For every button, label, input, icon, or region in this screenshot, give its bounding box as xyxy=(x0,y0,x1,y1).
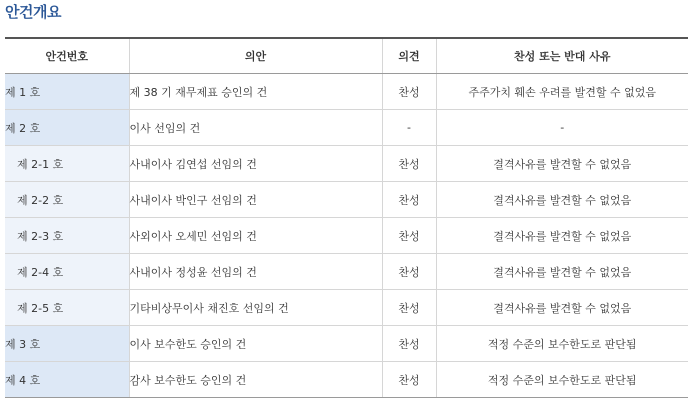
table-row xyxy=(5,146,688,182)
agenda-number: 제 2-3 호 xyxy=(5,218,129,254)
agenda-number: 제 2-5 호 xyxy=(5,290,129,326)
table-row xyxy=(5,362,688,398)
agenda-item: 이사 선임의 건 xyxy=(129,110,382,146)
header-item: 의안 xyxy=(129,38,382,74)
agenda-item: 사내이사 김연섭 선임의 건 xyxy=(129,146,382,182)
table-row xyxy=(5,326,688,362)
table-row xyxy=(5,218,688,254)
agenda-item: 감사 보수한도 승인의 건 xyxy=(129,362,382,398)
table-row xyxy=(5,182,688,218)
agenda-reason: 결격사유를 발견할 수 없었음 xyxy=(436,290,688,326)
agenda-number: 제 3 호 xyxy=(5,326,129,362)
agenda-opinion: 찬성 xyxy=(382,182,436,218)
agenda-table xyxy=(5,37,688,398)
agenda-item: 제 38 기 재무제표 승인의 건 xyxy=(129,74,382,110)
agenda-opinion: 찬성 xyxy=(382,254,436,290)
agenda-item: 이사 보수한도 승인의 건 xyxy=(129,326,382,362)
header-number: 안건번호 xyxy=(5,38,129,74)
agenda-reason: - xyxy=(436,110,688,146)
agenda-item: 사외이사 오세민 선임의 건 xyxy=(129,218,382,254)
agenda-reason: 결격사유를 발견할 수 없었음 xyxy=(436,218,688,254)
agenda-number: 제 2 호 xyxy=(5,110,129,146)
agenda-number: 제 2-4 호 xyxy=(5,254,129,290)
agenda-opinion: 찬성 xyxy=(382,326,436,362)
agenda-reason: 결격사유를 발견할 수 없었음 xyxy=(436,182,688,218)
table-row xyxy=(5,290,688,326)
agenda-reason: 결격사유를 발견할 수 없었음 xyxy=(436,146,688,182)
table-row xyxy=(5,254,688,290)
agenda-item: 사내이사 박인구 선임의 건 xyxy=(129,182,382,218)
agenda-opinion: 찬성 xyxy=(382,146,436,182)
agenda-opinion: 찬성 xyxy=(382,218,436,254)
table-row xyxy=(5,110,688,146)
page-title: 안건개요 xyxy=(5,3,61,21)
agenda-number: 제 2-2 호 xyxy=(5,182,129,218)
agenda-opinion: 찬성 xyxy=(382,290,436,326)
agenda-reason: 적정 수준의 보수한도로 판단됨 xyxy=(436,326,688,362)
agenda-opinion: 찬성 xyxy=(382,362,436,398)
header-opinion: 의견 xyxy=(382,38,436,74)
agenda-item: 기타비상무이사 채진호 선임의 건 xyxy=(129,290,382,326)
table-row xyxy=(5,74,688,110)
agenda-number: 제 2-1 호 xyxy=(5,146,129,182)
agenda-opinion: 찬성 xyxy=(382,74,436,110)
agenda-number: 제 1 호 xyxy=(5,74,129,110)
agenda-opinion: - xyxy=(382,110,436,146)
header-reason: 찬성 또는 반대 사유 xyxy=(436,38,688,74)
agenda-item: 사내이사 정성윤 선임의 건 xyxy=(129,254,382,290)
agenda-reason: 결격사유를 발견할 수 없었음 xyxy=(436,254,688,290)
agenda-reason: 적정 수준의 보수한도로 판단됨 xyxy=(436,362,688,398)
table-header-row xyxy=(5,38,688,74)
agenda-reason: 주주가치 훼손 우려를 발견할 수 없었음 xyxy=(436,74,688,110)
agenda-number: 제 4 호 xyxy=(5,362,129,398)
